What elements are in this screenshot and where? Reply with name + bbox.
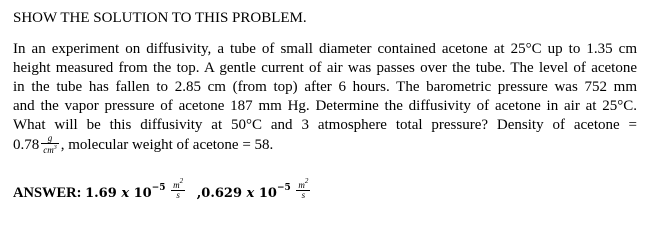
- answer-2-mantissa: 0.629: [201, 186, 243, 201]
- answer-2-unit-num-exp: 2: [304, 177, 309, 186]
- answer-1-unit-fraction: [171, 177, 185, 201]
- answer-2-unit-num-base: m: [298, 180, 305, 191]
- answer-1-times: x: [121, 186, 130, 201]
- answer-2-times: x: [246, 186, 255, 201]
- answer-1-exponent: −5: [151, 182, 166, 193]
- density-unit-denominator: [41, 144, 59, 155]
- answer-2-unit-denominator: s: [301, 190, 306, 201]
- problem-line-5: What will be this diffusivity at 50°C and 3 atmosphere total pressure? Density of acetone =: [13, 117, 637, 133]
- answer-1-unit-num-exp: 2: [179, 177, 184, 186]
- problem-line-6: [13, 135, 637, 154]
- density-unit-den-exponent: 3: [53, 145, 57, 151]
- molecular-weight-text: , molecular weight of acetone = 58.: [60, 136, 274, 153]
- answer-separator: ,: [196, 186, 202, 201]
- problem-line-1: In an experiment on diffusivity, a tube of small diameter contained acetone at 25°C up to 1.35 cm: [13, 41, 637, 57]
- answer-1-base: 10: [133, 186, 152, 201]
- answer-2-unit-fraction: [296, 177, 310, 201]
- answer-value-1: [85, 182, 166, 201]
- answer-value-2: [201, 182, 291, 201]
- problem-statement: [13, 40, 637, 154]
- density-unit-numerator: g: [41, 134, 59, 144]
- density-unit-fraction: [41, 134, 59, 155]
- problem-line-2: height measured from the top. A gentle current of air was passes over the tube. The level of acetone: [13, 60, 637, 76]
- problem-line-3: in the tube has fallen to 2.85 cm (from top) after 6 hours. The barometric pressure was 752 mm: [13, 79, 637, 95]
- answer-2-exponent: −5: [276, 182, 291, 193]
- density-value: 0.78: [13, 136, 40, 153]
- answer-1-unit-denominator: s: [176, 190, 180, 201]
- answer-1-mantissa: 1.69: [85, 186, 117, 201]
- answer-2-base: 10: [258, 186, 277, 201]
- problem-heading: SHOW THE SOLUTION TO THIS PROBLEM.: [13, 10, 307, 26]
- answer-line: [13, 177, 312, 206]
- problem-line-4: and the vapor pressure of acetone 187 mm Hg. Determine the diffusivity of acetone in air at 25°C.: [13, 98, 637, 114]
- answer-1-unit-num-base: m: [173, 180, 180, 191]
- density-unit-den-base: cm: [43, 145, 54, 155]
- answer-label: ANSWER:: [13, 185, 82, 201]
